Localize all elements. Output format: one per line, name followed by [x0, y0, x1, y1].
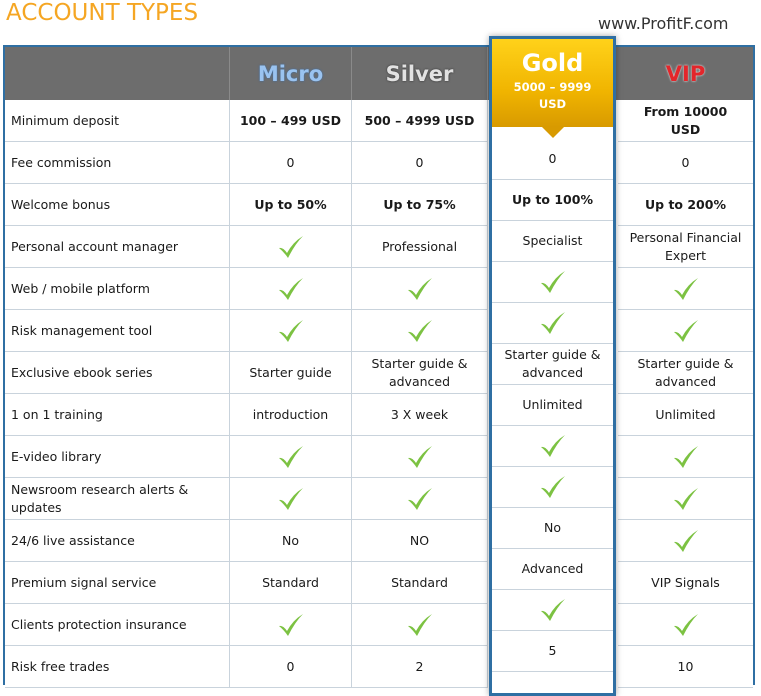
row-label-text: Risk free trades — [11, 658, 110, 674]
vip-value: Up to 200% — [645, 196, 726, 212]
checkmark-icon — [671, 528, 701, 554]
silver-value: NO — [409, 532, 430, 548]
checkmark-icon — [671, 612, 701, 638]
row-label — [5, 184, 230, 226]
vip-value — [671, 486, 701, 512]
row-label — [5, 268, 230, 310]
header-blank — [5, 47, 230, 100]
row-label-text: Minimum deposit — [11, 112, 119, 128]
vip-cell — [618, 478, 753, 520]
micro-value — [276, 486, 306, 512]
silver-cell — [352, 310, 488, 352]
checkmark-icon — [276, 612, 306, 638]
gold-cell — [492, 344, 613, 385]
checkmark-icon — [671, 444, 701, 470]
silver-cell — [352, 226, 488, 268]
silver-value: 2 — [415, 658, 424, 674]
gold-header — [492, 39, 613, 127]
row-label-text: E-video library — [11, 448, 102, 464]
gold-value: No — [544, 520, 561, 535]
micro-value — [276, 234, 306, 260]
checkmark-icon — [405, 318, 435, 344]
silver-cell — [352, 562, 488, 604]
silver-header: Silver — [352, 47, 488, 100]
vip-value — [671, 528, 701, 554]
vip-cell — [618, 268, 753, 310]
row-label — [5, 226, 230, 268]
checkmark-icon — [276, 444, 306, 470]
silver-value: Professional — [381, 238, 458, 254]
gold-value — [538, 310, 568, 336]
silver-cell — [352, 604, 488, 646]
row-label-text: Newsroom research alerts & updates — [11, 481, 189, 515]
checkmark-icon — [276, 276, 306, 302]
vip-cell — [618, 436, 753, 478]
vip-value: Starter guide & advanced — [637, 355, 734, 389]
silver-cell — [352, 394, 488, 436]
gold-cell — [492, 590, 613, 631]
micro-cell — [230, 604, 352, 646]
checkmark-icon — [405, 486, 435, 512]
micro-value — [276, 444, 306, 470]
row-label-text: Exclusive ebook series — [11, 364, 153, 380]
gold-cell — [492, 467, 613, 508]
gold-cell — [492, 426, 613, 467]
gold-cell — [492, 549, 613, 590]
row-label-text: Premium signal service — [11, 574, 157, 590]
row-label — [5, 352, 230, 394]
checkmark-icon — [538, 433, 568, 459]
vip-value: Unlimited — [655, 406, 716, 422]
checkmark-icon — [538, 597, 568, 623]
micro-value: No — [282, 532, 299, 548]
micro-value: 100 – 499 USD — [239, 112, 342, 128]
gold-column — [489, 36, 616, 696]
gold-value — [538, 433, 568, 459]
silver-value: Starter guide & advanced — [371, 355, 468, 389]
micro-value: 0 — [286, 658, 295, 674]
silver-cell — [352, 352, 488, 394]
silver-value — [405, 318, 435, 344]
silver-cell — [352, 184, 488, 226]
gold-cell — [492, 508, 613, 549]
silver-cell — [352, 646, 488, 688]
gold-cell — [492, 139, 613, 180]
gold-cell — [492, 385, 613, 426]
row-label-text: Fee commission — [11, 154, 112, 170]
silver-value: 500 – 4999 USD — [364, 112, 475, 128]
micro-cell — [230, 142, 352, 184]
micro-cell — [230, 310, 352, 352]
micro-cell — [230, 100, 352, 142]
micro-value — [276, 612, 306, 638]
silver-cell — [352, 268, 488, 310]
gold-value: 0 — [548, 151, 557, 166]
silver-value — [405, 612, 435, 638]
silver-value — [405, 486, 435, 512]
checkmark-icon — [276, 318, 306, 344]
site-url[interactable]: www.ProfitF.com — [598, 14, 729, 33]
vip-value: VIP Signals — [651, 574, 720, 590]
gold-cell — [492, 631, 613, 672]
gold-value: Specialist — [522, 233, 583, 248]
micro-cell — [230, 394, 352, 436]
vip-cell — [618, 394, 753, 436]
gold-cell — [492, 262, 613, 303]
row-label-text: Web / mobile platform — [11, 280, 150, 296]
vip-value: From 10000 USD — [643, 103, 728, 137]
micro-cell — [230, 478, 352, 520]
gold-cell — [492, 180, 613, 221]
silver-value: Up to 75% — [383, 196, 456, 212]
micro-cell — [230, 520, 352, 562]
row-label-text: 1 on 1 training — [11, 406, 103, 422]
micro-value: 0 — [286, 154, 295, 170]
micro-cell — [230, 646, 352, 688]
micro-cell — [230, 268, 352, 310]
vip-cell — [618, 142, 753, 184]
micro-cell — [230, 562, 352, 604]
row-label — [5, 310, 230, 352]
row-label-text: Risk management tool — [11, 322, 153, 338]
row-label-text: Personal account manager — [11, 238, 179, 254]
row-label-text: 24/6 live assistance — [11, 532, 135, 548]
checkmark-icon — [671, 318, 701, 344]
checkmark-icon — [405, 444, 435, 470]
vip-cell — [618, 352, 753, 394]
vip-cell — [618, 604, 753, 646]
gold-value: 5 — [548, 643, 557, 658]
vip-value: Personal Financial Expert — [629, 229, 742, 263]
vip-cell — [618, 562, 753, 604]
vip-value — [671, 612, 701, 638]
silver-cell — [352, 100, 488, 142]
gold-cell — [492, 303, 613, 344]
checkmark-icon — [405, 612, 435, 638]
row-label — [5, 100, 230, 142]
vip-cell — [618, 226, 753, 268]
gold-value: Advanced — [521, 561, 584, 576]
checkmark-icon — [671, 486, 701, 512]
micro-value: Up to 50% — [254, 196, 327, 212]
silver-value — [405, 444, 435, 470]
micro-value: Starter guide — [249, 364, 332, 380]
micro-cell — [230, 352, 352, 394]
silver-cell — [352, 478, 488, 520]
silver-cell — [352, 142, 488, 184]
gold-name: Gold — [521, 49, 584, 77]
micro-cell — [230, 226, 352, 268]
row-label-text: Clients protection insurance — [11, 616, 187, 632]
checkmark-icon — [276, 234, 306, 260]
row-label — [5, 646, 230, 688]
row-label — [5, 394, 230, 436]
silver-cell — [352, 520, 488, 562]
gold-deposit-range: 5000 – 9999 USD — [513, 80, 592, 111]
silver-cell — [352, 436, 488, 478]
micro-cell — [230, 436, 352, 478]
vip-cell — [618, 184, 753, 226]
checkmark-icon — [671, 276, 701, 302]
silver-value — [405, 276, 435, 302]
row-label-text: Welcome bonus — [11, 196, 111, 212]
row-label — [5, 478, 230, 520]
micro-value — [276, 318, 306, 344]
gold-value: Up to 100% — [512, 192, 593, 207]
vip-header: VIP — [665, 61, 706, 86]
micro-cell — [230, 184, 352, 226]
checkmark-icon — [538, 310, 568, 336]
gold-pointer-arrow — [542, 127, 564, 138]
micro-value: Standard — [262, 574, 319, 590]
vip-cell — [618, 520, 753, 562]
micro-header: Micro — [230, 47, 352, 100]
row-label — [5, 436, 230, 478]
gold-value — [538, 597, 568, 623]
vip-cell — [618, 310, 753, 352]
row-label — [5, 604, 230, 646]
checkmark-icon — [405, 276, 435, 302]
gold-cell — [492, 221, 613, 262]
silver-value: 3 X week — [390, 406, 449, 422]
gold-value: Starter guide & advanced — [504, 347, 601, 380]
vip-value — [671, 318, 701, 344]
checkmark-icon — [538, 474, 568, 500]
row-label — [5, 520, 230, 562]
vip-value — [671, 444, 701, 470]
silver-value: Standard — [391, 574, 448, 590]
page-title: ACCOUNT TYPES — [6, 0, 199, 26]
silver-value: 0 — [415, 154, 424, 170]
vip-value — [671, 276, 701, 302]
vip-value: 0 — [681, 154, 690, 170]
vip-value: 10 — [677, 658, 694, 674]
checkmark-icon — [538, 269, 568, 295]
vip-cell — [618, 646, 753, 688]
checkmark-icon — [276, 486, 306, 512]
gold-value — [538, 474, 568, 500]
micro-value — [276, 276, 306, 302]
micro-value: introduction — [252, 406, 329, 422]
gold-value — [538, 269, 568, 295]
vip-cell — [618, 100, 753, 142]
row-label — [5, 562, 230, 604]
row-label — [5, 142, 230, 184]
gold-value: Unlimited — [522, 397, 583, 412]
